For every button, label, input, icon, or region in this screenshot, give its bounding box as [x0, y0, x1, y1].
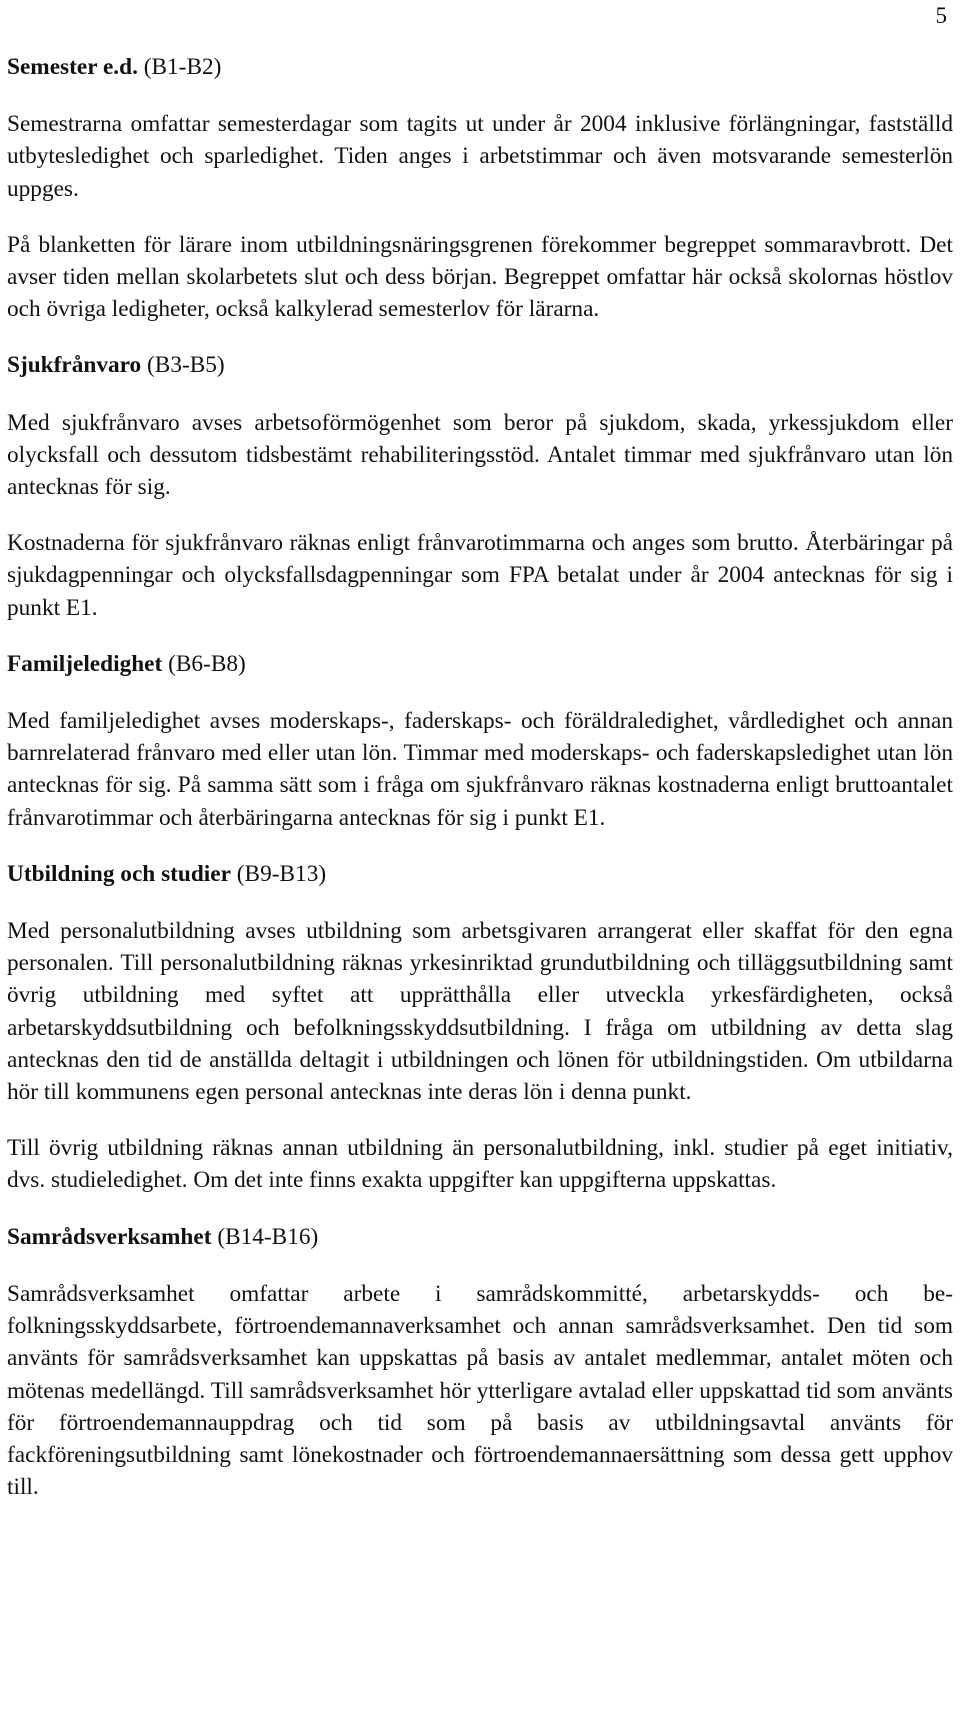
section-code: (B3-B5): [147, 352, 225, 379]
section-title: Utbildning och studier: [7, 860, 231, 887]
section-title: Sjukfrånvaro: [7, 352, 142, 379]
section-heading-utbildning: [7, 858, 953, 890]
section-code: (B6-B8): [168, 650, 246, 677]
section-title: Samrådsverksamhet: [7, 1223, 212, 1250]
paragraph: Kostnaderna för sjukfrånvaro räknas enligt frånvarotimmarna och anges som brutto. Återbäringar på sjukdagpenningar och olycksfallsdagpenningar som FPA betalat under år 2004 antecknas för sig i punkt E1.: [7, 530, 953, 621]
paragraph: Med familjeledighet avses moderskaps-, faderskaps- och föräldraledighet, vårdledighet och annan barnrelaterad frånvaro med eller utan lön. Timmar med moderskaps- och faderskapsledighet utan lön antecknas för sig. På samma sätt som i fråga om sjukfrånvaro räknas kostnaderna enligt bruttoantalet frånvarotimmar och återbäringarna antecknas för sig i punkt E1.: [7, 708, 953, 831]
document-body: [7, 51, 953, 1527]
section-code: (B9-B13): [236, 860, 327, 887]
section-code: (B14-B16): [217, 1223, 319, 1250]
section-heading-sjukfranvaro: [7, 349, 953, 381]
section-heading-samradsverksamhet: [7, 1221, 953, 1253]
section-code: (B1-B2): [143, 54, 222, 80]
paragraph: På blanketten för lärare inom utbildningsnäringsgrenen förekommer begreppet sommaravbrott. Det avser tiden mellan skolarbetets slut och dess början. Begreppet omfattar här också skolornas höstlov och övriga ledigheter, också kalkylerad semesterlov för lärarna.: [7, 231, 953, 323]
section-title: Semester e.d.: [7, 54, 138, 80]
section-title: Familjeledighet: [7, 650, 163, 677]
page-number: 5: [935, 3, 947, 28]
paragraph: Med sjukfrånvaro avses arbetsoförmögenhet som beror på sjukdom, skada, yrkessjukdom eller olycksfall och dessutom tidsbestämt rehabiliteringsstöd. Antalet timmar med sjukfrånvaro utan lön antecknas för sig.: [7, 409, 953, 501]
document-page: [7, 0, 953, 1714]
paragraph: Till övrig utbildning räknas annan utbildning än personalutbildning, inkl. studier på eget initiativ, dvs. studieledighet. Om det inte finns exakta uppgifter kan uppgifterna uppskattas.: [7, 1135, 953, 1194]
section-heading-semester: [7, 51, 953, 83]
paragraph: Med personalutbildning avses utbildning som arbetsgivaren arrangerat eller skaffat för den egna personalen. Till personalutbildning räknas yrkesinriktad grundutbildning och tilläggsutbildning samt övrig utbildning med syftet att upprätthålla eller utveckla yrkesfärdigheten, också arbetarskyddsutbildning och befolkningsskyddsutbildning. I fråga om utbildning av detta slag antecknas den tid de anställda deltagit i utbildningen och lönen för utbildningstiden. Om utbildarna hör till kommunens egen personal antecknas inte deras lön i denna punkt.: [7, 918, 953, 1106]
section-heading-familjeledighet: [7, 648, 953, 680]
paragraph: Samrådsverksamhet omfattar arbete i samrådskommitté, arbetarskydds- och befolkningsskyddsarbete, förtroendemannaverksamhet och annan samrådsverksamhet. Den tid som använts för samrådsverksamhet kan uppskattas på basis av antalet medlemmar, antalet möten och mötenas medellängd. Till samrådsverksamhet hör ytterligare avtalad eller uppskattad tid som använts för förtroendemannauppdrag och tid som på basis av utbildningsavtal använts för fackföreningsutbildning samt lönekostnader och förtroendemannaersättning som dessa gett upphov till.: [7, 1280, 953, 1501]
paragraph: Semestrarna omfattar semesterdagar som tagits ut under år 2004 inklusive förlängningar, fastställd utbytesledighet och sparledighet. Tiden anges i arbetstimmar och även motsvarande semesterlön uppges.: [7, 111, 953, 202]
